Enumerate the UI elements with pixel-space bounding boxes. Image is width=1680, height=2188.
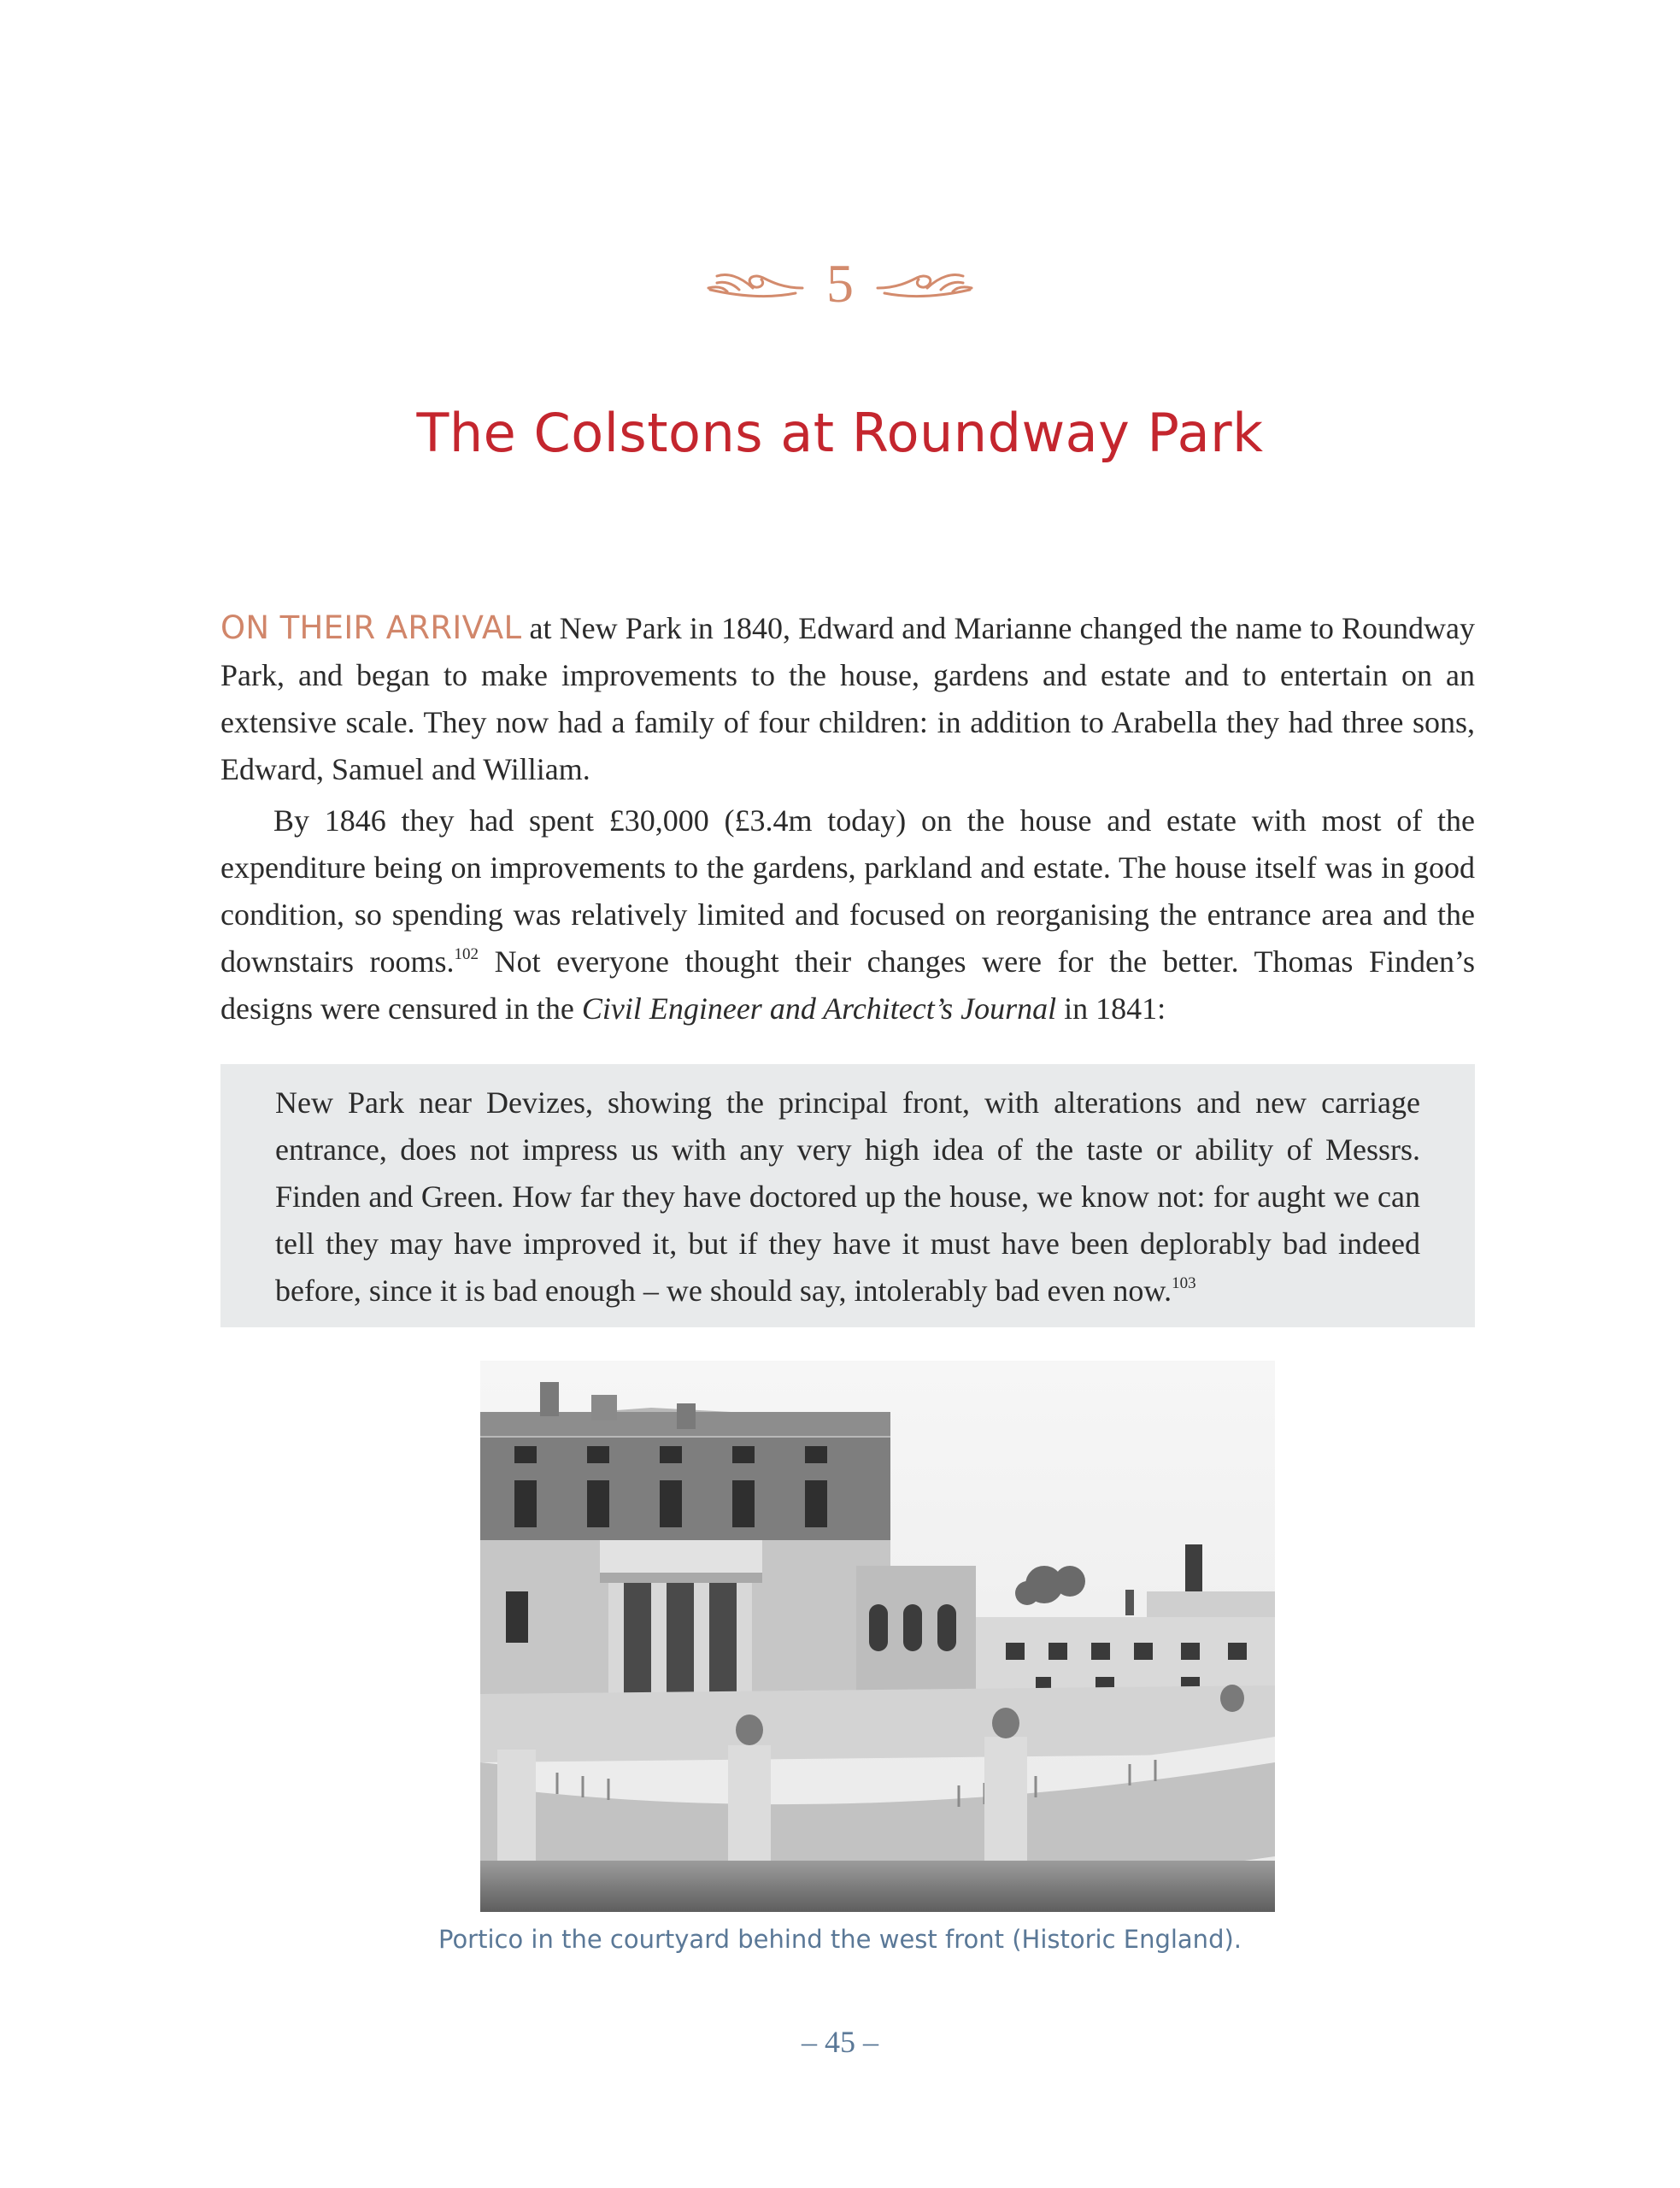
chapter-title: The Colstons at Roundway Park bbox=[416, 402, 1264, 464]
chapter-heading bbox=[0, 253, 1680, 314]
paragraph-2-text-a: By 1846 they had spent £30,000 (£3.4m today) on the house and estate with most of the expenditure being on improvements to the gardens, parkland and estate. The house itself was in good condition, so spending was relatively limited and focused on reorganising the entrance area and the downstairs rooms. bbox=[220, 803, 1475, 979]
chapter-number: 5 bbox=[826, 253, 854, 314]
flourish-right-icon bbox=[876, 262, 978, 305]
photo-caption: Portico in the courtyard behind the west front (Historic England). bbox=[438, 1925, 1242, 1954]
page-number: – 45 – bbox=[802, 2025, 878, 2059]
footnote-ref-103: 103 bbox=[1172, 1274, 1196, 1292]
paragraph-2-text-b: Not everyone thought their changes were for the better. Thomas Finden’s designs were censured in the bbox=[220, 944, 1475, 1026]
portico-photograph bbox=[480, 1361, 1275, 1912]
paragraph-2 bbox=[220, 797, 1475, 1032]
paragraph-1-text: at New Park in 1840, Edward and Marianne changed the name to Roundway Park, and began to make improvements to the house, gardens and estate and to entertain on an extensive scale. They now had a family of four children: in addition to Arabella they had three sons, Edward, Samuel and William. bbox=[220, 611, 1475, 786]
quote-body: New Park near Devizes, showing the principal front, with alterations and new carriage entrance, does not impress us with any very high idea of the taste or ability of Messrs. Finden and Green. How far they have doctored up the house, we know not: for aught we can tell they may have improved it, but if they have it must have been deplorably bad indeed before, since it is bad enough – we should say, intolerably bad even now. bbox=[275, 1085, 1420, 1308]
paragraph-2-text-c: in 1841: bbox=[1056, 991, 1166, 1026]
block-quote bbox=[220, 1064, 1475, 1327]
lead-in-caps: ON THEIR ARRIVAL bbox=[220, 609, 522, 646]
flourish-left-icon bbox=[702, 262, 804, 305]
paragraph-1 bbox=[220, 604, 1475, 793]
photo-illustration bbox=[480, 1361, 1275, 1912]
quote-text bbox=[275, 1079, 1420, 1315]
journal-title: Civil Engineer and Architect’s Journal bbox=[581, 991, 1057, 1026]
footnote-ref-102: 102 bbox=[454, 945, 479, 963]
